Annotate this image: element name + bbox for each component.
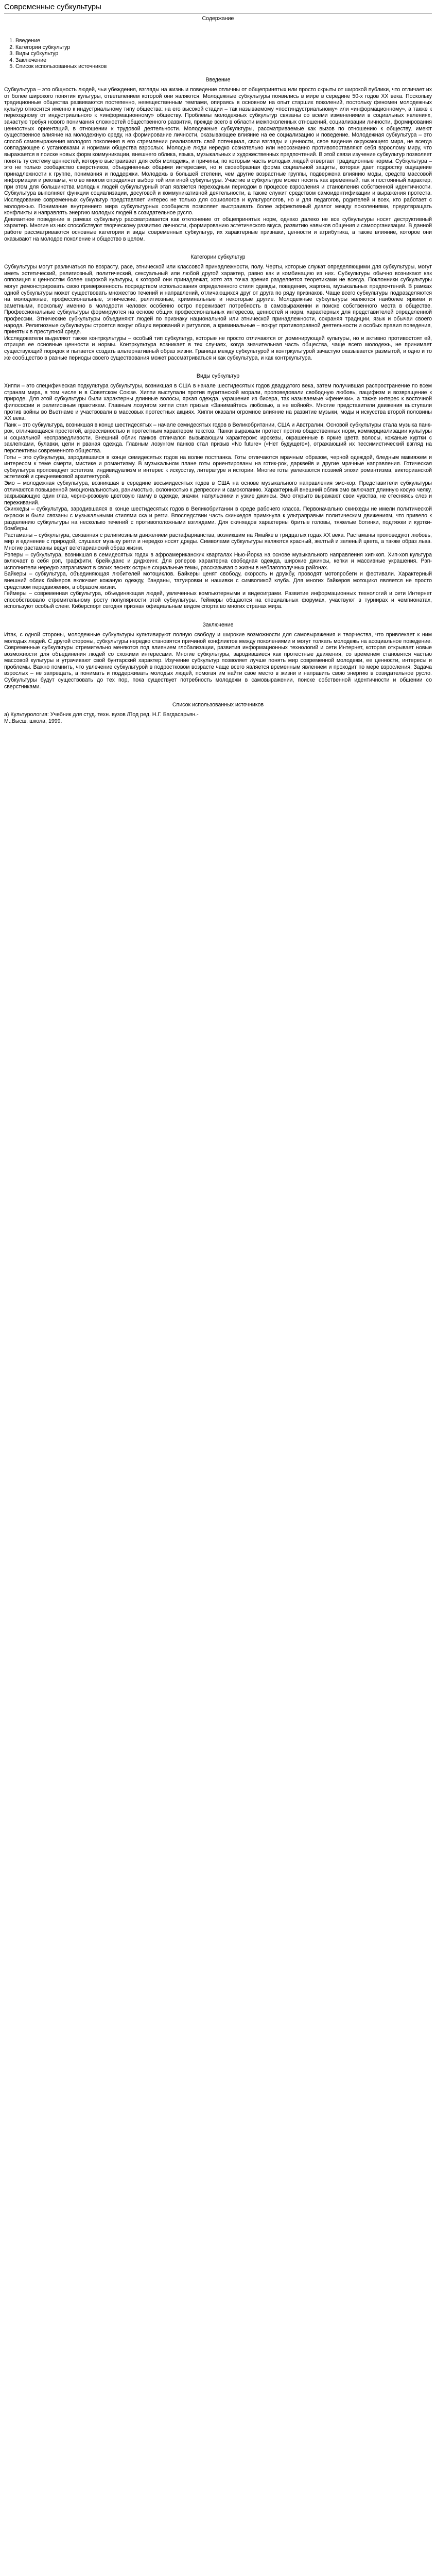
toc-link-conclusion[interactable]: Заключение xyxy=(15,57,47,63)
document-title: Современные субкультуры xyxy=(4,3,101,11)
paragraph: Субкультуры могут различаться по возрасту, расе, этнической или классовой принадлежности, полу. Черты, которые служат определяющими для субкультуры, могут иметь эстетический, религиозный, политический, сексуальный или любой другой характер, равно как и комбинацию из них. Субкультуры обычно возникают как оппозиция к ценностям более широкой культуры, к которой они принадлежат, хотя эта точка зрения разделяется теоретиками не всегда. Поклонники субкультуры могут демонстрировать свою приверженность посредством использования определенного стиля одежды, поведения, жаргона, музыкальных предпочтений. В рамках одной субкультуры может существовать множество течений и направлений, отличающихся друг от друга по ряду признаков. Чаще всего субкультуры подразделяются на молодежные, профессиональные, этнические, религиозные, криминальные и некоторые другие. Молодежные субкультуры являются наиболее яркими и заметными, поскольку именно в молодости человек особенно остро переживает потребность в самовыражении и поиске собственного места в обществе. Профессиональные субкультуры формируются на основе общих профессиональных интересов, ценностей и норм, характерных для представителей определенной профессии. Этнические субкультуры объединяют людей по признаку национальной или этнической принадлежности, сохраняя традиции, язык и обычаи своего народа. Религиозные субкультуры строятся вокруг общих верований и ритуалов, а криминальные – вокруг противоправной деятельности и особых правил поведения, принятых в преступной среде. xyxy=(4,264,432,335)
toc-link-sources[interactable]: Список использованных источников xyxy=(15,63,107,70)
section-categories xyxy=(4,253,432,361)
paragraph: Геймеры – современная субкультура, объединяющая людей, увлеченных компьютерными и видеоиграми. Развитие информационных технологий и сети Интернет способствовало стремительному росту популярности этой субкультуры. Геймеры общаются на специальных форумах, участвуют в турнирах и чемпионатах, используют особый сленг. Киберспорт сегодня признан официальным видом спорта во многих странах мира. xyxy=(4,590,432,610)
paragraph: Рэперы – субкультура, возникшая в семидесятых годах в афроамериканских кварталах Нью-Йорка на основе музыкального направления хип-хоп. Хип-хоп культура включает в себя рэп, граффити, брейк-данс и диджеинг. Для рэперов характерна свободная одежда, широкие джинсы, кепки и массивные украшения. Рэп-исполнители нередко затрагивают в своих песнях острые социальные темы, рассказывая о жизни в неблагополучных районах. xyxy=(4,551,432,571)
paragraph: Хиппи – это специфическая подкультура субкультуры, возникшая в США в начале шестидесятых годов двадцатого века, затем получившая распространение по всем странам мира, в том числе и в Советском Союзе. Хиппи выступали против пуританской морали, проповедовали свободную любовь, пацифизм и возвращение к природе. Для этой субкультуры были характерны длинные волосы, яркая одежда, украшения из бисера, так называемые «фенечки», а также интерес к восточной философии и религиозным практикам. Главным лозунгом хиппи стал призыв «Занимайтесь любовью, а не войной». Многие представители движения выступали против войны во Вьетнаме и участвовали в массовых протестных акциях. Хиппи оказали огромное влияние на развитие музыки, моды и искусства второй половины XX века. xyxy=(4,383,432,422)
section-heading: Заключение xyxy=(202,621,234,628)
paragraph: Исследователи выделяют также контркультуры – особый тип субкультур, которые не просто отличаются от доминирующей культуры, но и активно противостоят ей, отрицая ее основные ценности и нормы. Контркультура возникает в тех случаях, когда значительная часть общества, чаще всего молодежь, не принимает существующий порядок и пытается создать альтернативный образ жизни. Граница между субкультурой и контркультурой зачастую оказывается размытой, и одно и то же сообщество в разные периоды своего существования может рассматриваться и как субкультура, и как контркультура. xyxy=(4,335,432,361)
source-item: а) Культурология: Учебник для студ. техн. вузов /Под ред. Н.Г. Багдасарьян.- xyxy=(4,711,199,718)
source-item: М.:Высш. школа, 1999. xyxy=(4,718,62,724)
toc-item[interactable] xyxy=(15,57,432,64)
toc-link-categories[interactable]: Категории субкультур xyxy=(15,44,71,50)
section-heading: Список использованных источников xyxy=(172,702,264,708)
section-sources xyxy=(4,701,432,724)
section-conclusion xyxy=(4,621,432,690)
section-types xyxy=(4,372,432,610)
toc-item[interactable] xyxy=(15,63,432,70)
section-heading: Категории субкультур xyxy=(190,254,246,261)
section-heading: Виды субкультур xyxy=(196,373,240,380)
toc-link-intro[interactable]: Введение xyxy=(15,38,40,44)
paragraph: Панк – это субкультура, возникшая в конце шестидесятых – начале семидесятых годов в Великобритании, США и Австралии. Основой субкультуры стала музыка панк-рок, отличающаяся простотой, агрессивностью и протестным характером текстов. Панки выражали протест против общественных норм, коммерциализации культуры и социальной несправедливости. Внешний облик панков отличался вызывающим характером: ирокезы, окрашенные в яркие цвета волосы, кожаные куртки с заклепками, булавки, цепи и рваная одежда. Главным лозунгом панков стал призыв «No future» («Нет будущего»), отражающий их пессимистический взгляд на перспективы современного общества. xyxy=(4,421,432,454)
toc-item[interactable] xyxy=(15,50,432,57)
paragraph: Скинхеды – субкультура, зародившаяся в конце шестидесятых годов в Великобритании в среде рабочего класса. Первоначально скинхеды не имели политической окраски и были связаны с музыкальными стилями ска и регги. Впоследствии часть скинхедов примкнула к ультраправым политическим движениям, что привело к разделению субкультуры на несколько течений с противоположными взглядами. Для скинхедов характерны бритые головы, тяжелые ботинки, подтяжки и куртки-бомберы. xyxy=(4,506,432,532)
toc-item[interactable] xyxy=(15,44,432,51)
section-heading: Введение xyxy=(205,76,231,83)
toc-item[interactable] xyxy=(15,38,432,44)
toc-link-types[interactable]: Виды субкультур xyxy=(15,50,59,57)
paragraph: Готы – это субкультура, зародившаяся в конце семидесятых годов на волне постпанка. Готы отличаются мрачным образом, черной одеждой, бледным макияжем и интересом к теме смерти, мистике и романтизму. В музыкальном плане готы ориентированы на готик-рок, дарквейв и другие мрачные направления. Готическая субкультура проповедует эстетизм, индивидуализм и интерес к искусству, литературе и истории. Многие готы увлекаются поэзией эпохи романтизма, викторианской эстетикой и средневековой архитектурой. xyxy=(4,454,432,480)
section-introduction xyxy=(4,76,432,242)
paragraph: Субкультура – это общность людей, чьи убеждения, взгляды на жизнь и поведение отличны от общепринятых или просто скрыты от широкой публики, что отличает их от более широкого понятия культуры, ответвлением которой они являются. Молодежные субкультуры появились в мире в середине 50-х годов XX века. Поскольку традиционные общества развиваются постепенно, невещественным темпами, опираясь в основном на опыт старших поколений, постольку феномен молодежных культур относится именно к индустриальному типу общества: на его высокой стадии – так называемому «постиндустриальному» или «информационному», а также к переходному от индустриального к «информационному» обществу. Проблемы молодежных субкультур связаны со всеми изменениями в социальных явлениях, зачастую требуя нового понимания сложностей общественного развития, прежде всего в области межпоколенных отношений, социализации личности, формирования ценностных ориентаций, в отношении к трудовой деятельности. Молодежные субкультуры, рассматриваемые как вызов по отношению к обществу, имеют существенное влияние на молодежную среду, на формирование личности, оказывающее влияние на ее социализацию и поведение. Молодежная субкультура – это способ самовыражения молодого поколения в его стремлении реализовать свой потенциал, свои взгляды и ценности, свое видение окружающего мира, не всегда совпадающее с установками и нормами общества взрослых. Молодые люди нередко сознательно или неосознанно противопоставляют себя взрослому миру, что выражается в поиске новых форм коммуникации, внешнего облика, языка, музыкальных и художественных предпочтений. В этой связи изучение субкультур позволяет понять ту систему ценностей, которую выстраивает для себя молодежь, и причины, по которым часть молодых людей отвергает традиционные нормы. Субкультура – это не только сообщество сверстников, объединенных общими интересами, но и своеобразная форма социальной защиты, которая дает подростку ощущение принадлежности к группе, понимания и поддержки. Молодежь в большей степени, чем другие возрастные группы, подвержена влиянию моды, средств массовой информации и рекламы, что во многом определяет выбор той или иной субкультуры. Участие в субкультуре может носить как временный, так и постоянный характер, при этом для большинства молодых людей субкультурный этап является переходным периодом в процессе взросления и становления собственной идентичности. Субкультура выполняет функции социализации, досуговой и коммуникативной деятельности, а также служит средством самоидентификации и выражения протеста. Исследование современных субкультур представляет интерес не только для социологов и культурологов, но и для педагогов, родителей и всех, кто работает с молодежью. Понимание внутреннего мира субкультурных сообществ позволяет выстраивать более эффективный диалог между поколениями, предотвращать конфликты и направлять энергию молодых людей в созидательное русло. xyxy=(4,86,432,216)
paragraph: Байкеры – субкультура, объединяющая любителей мотоциклов. Байкеры ценят свободу, скорость и дружбу, проводят мотопробеги и фестивали. Характерный внешний облик байкеров включает кожаную одежду, банданы, татуировки и нашивки с символикой клуба. Для многих байкеров мотоцикл является не просто средством передвижения, а образом жизни. xyxy=(4,571,432,590)
paragraph: Итак, с одной стороны, молодежные субкультуры культивируют полную свободу и широкие возможности для самовыражения и творчества, что привлекает к ним молодых людей. С другой стороны, субкультуры нередко становятся причиной конфликтов между поколениями и могут толкать молодежь на асоциальное поведение. Современные субкультуры стремительно меняются под влиянием глобализации, развития информационных технологий и сети Интернет, которая открывает новые возможности для объединения людей со схожими интересами. Многие субкультуры, зародившиеся как протестные движения, со временем становятся частью массовой культуры и утрачивают свой бунтарский характер. Изучение субкультур позволяет лучше понять мир современной молодежи, ее ценности, интересы и проблемы. Важно помнить, что увлечение субкультурой в подростковом возрасте чаще всего является временным явлением и проходит по мере взросления. Задача взрослых – не запрещать, а понимать и поддерживать молодых людей, помогая им найти свое место в жизни и направить свою энергию в созидательное русло. Субкультуры будут существовать до тех пор, пока существует потребность молодежи в самовыражении, поиске собственной идентичности и общении со сверстниками. xyxy=(4,631,432,690)
page xyxy=(0,3,436,734)
table-of-contents xyxy=(4,38,432,70)
paragraph: Эмо – молодежная субкультура, возникшая в середине восьмидесятых годов в США на основе музыкального направления эмо-кор. Представители субкультуры отличаются повышенной эмоциональностью, ранимостью, склонностью к депрессии и самокопанию. Характерный внешний облик эмо включает длинную косую челку, закрывающую один глаз, черно-розовую цветовую гамму в одежде, значки, напульсники и узкие джинсы. Эмо открыто выражают свои чувства, не стесняясь слез и переживаний. xyxy=(4,480,432,506)
toc-heading: Содержание xyxy=(202,15,234,22)
paragraph: Девиантное поведение в рамках субкультур рассматривается как отклонение от общепринятых норм, однако далеко не все субкультуры носят деструктивный характер. Многие из них способствуют творческому развитию личности, формированию эстетического вкуса, развитию навыков общения и самоорганизации. В данной работе рассматриваются основные категории и виды современных субкультур, их характерные признаки, ценности и атрибутика, а также влияние, которое они оказывают на молодое поколение и общество в целом. xyxy=(4,216,432,242)
title-divider xyxy=(4,13,432,14)
paragraph: Растаманы – субкультура, связанная с религиозным движением растафарианства, возникшим на Ямайке в тридцатых годах XX века. Растаманы проповедуют любовь, мир и единение с природой, слушают музыку регги и нередко носят дреды. Символами субкультуры являются красный, желтый и зеленый цвета, а также образ льва. Многие растаманы ведут вегетарианский образ жизни. xyxy=(4,532,432,551)
